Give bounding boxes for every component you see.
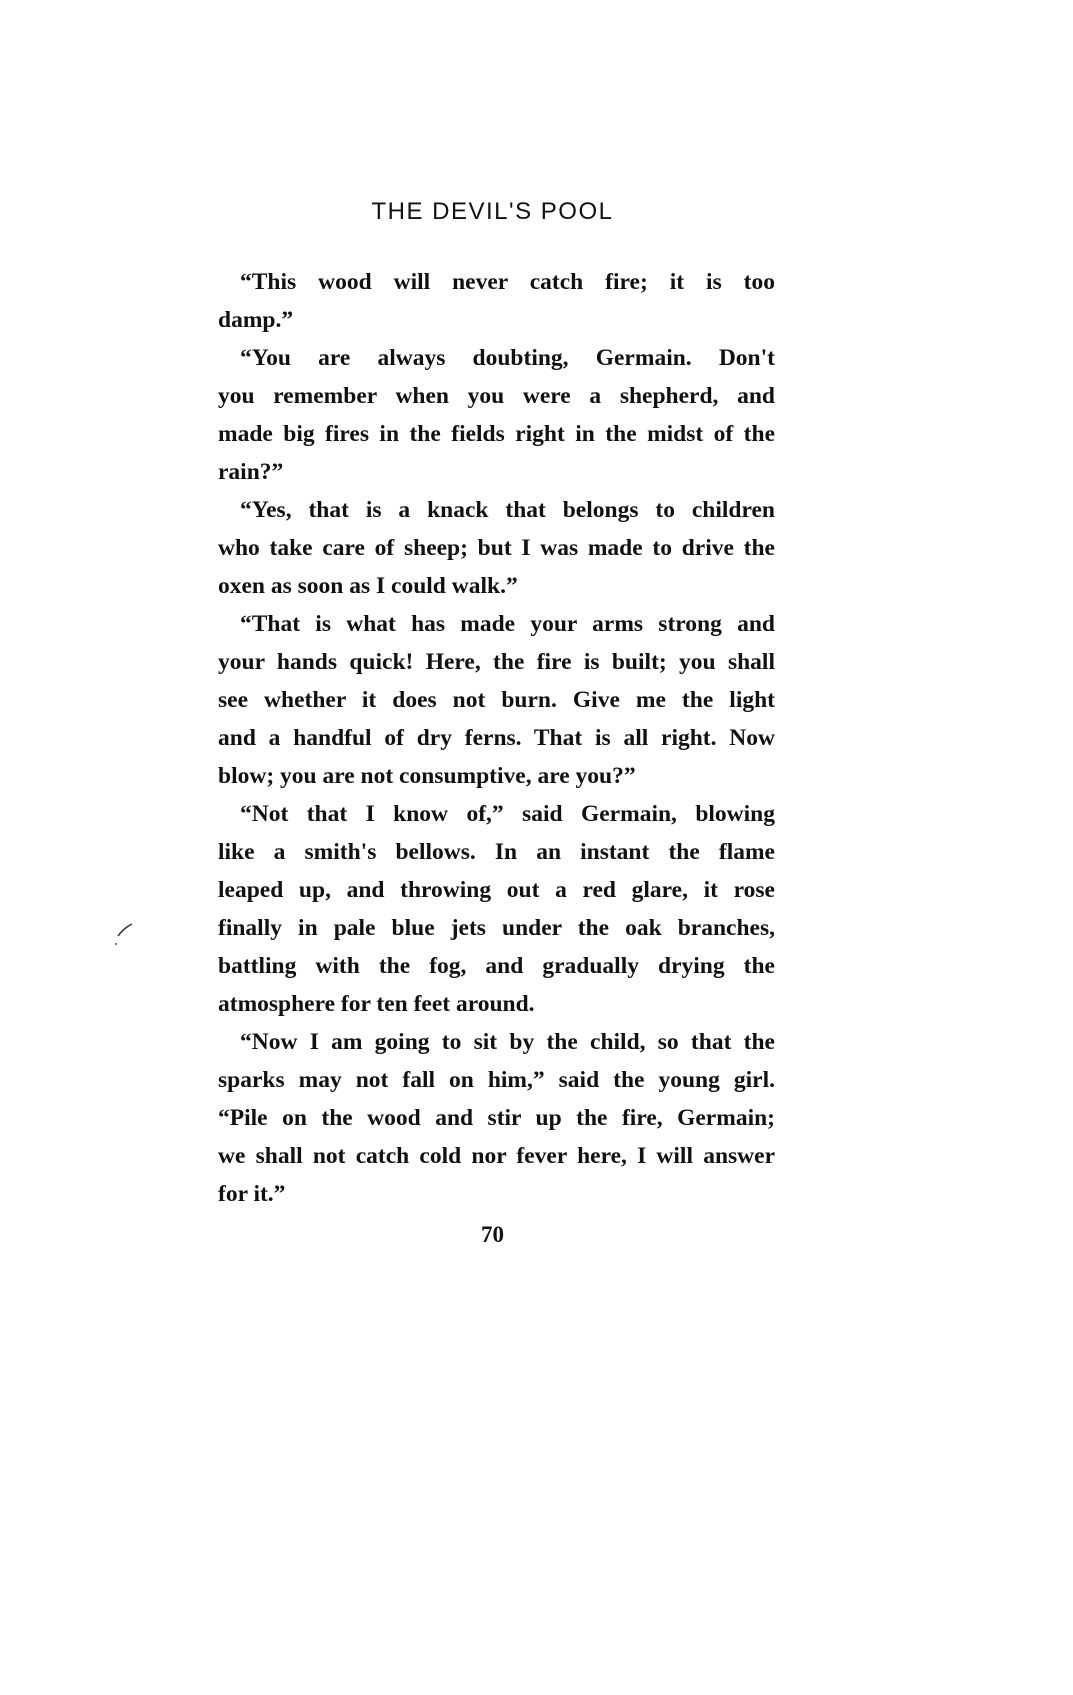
text-line: “This wood will never catch fire; it is too [240,269,775,295]
text-line: “Not that I know of,” said Germain, blowing [240,801,775,827]
text-line: we shall not catch cold nor fever here, I will answer [218,1143,775,1169]
text-line: leaped up, and throwing out a red glare, it rose [218,877,775,903]
text-line: who take care of sheep; but I was made to drive the [218,535,775,561]
text-line: your hands quick! Here, the fire is built; you shall [218,649,775,675]
text-line: see whether it does not burn. Give me the light [218,687,775,713]
page-number: 70 [481,1222,504,1247]
text-line: oxen as soon as I could walk.” [218,573,518,599]
stray-mark-icon [112,920,136,950]
text-line: “Now I am going to sit by the child, so that the [240,1029,775,1055]
text-line: you remember when you were a shepherd, and [218,383,775,409]
text-line: damp.” [218,307,294,333]
text-line: “That is what has made your arms strong and [240,611,775,637]
running-head: THE DEVIL'S POOL [371,198,614,225]
text-line: “You are always doubting, Germain. Don't [240,345,775,371]
text-line: for it.” [218,1181,286,1207]
text-line: and a handful of dry ferns. That is all right. Now [218,725,775,751]
text-line: finally in pale blue jets under the oak branches, [218,915,775,941]
text-line: sparks may not fall on him,” said the young girl. [218,1067,775,1093]
text-line: made big fires in the fields right in the midst of the [218,421,775,447]
text-line: “Pile on the wood and stir up the fire, Germain; [218,1105,775,1131]
body-text [218,263,775,1213]
text-line: battling with the fog, and gradually drying the [218,953,775,979]
text-line: blow; you are not consumptive, are you?” [218,763,636,789]
text-line: atmosphere for ten feet around. [218,991,535,1017]
text-line: rain?” [218,459,284,485]
text-line: “Yes, that is a knack that belongs to children [240,497,775,523]
text-line: like a smith's bellows. In an instant the flame [218,839,775,865]
